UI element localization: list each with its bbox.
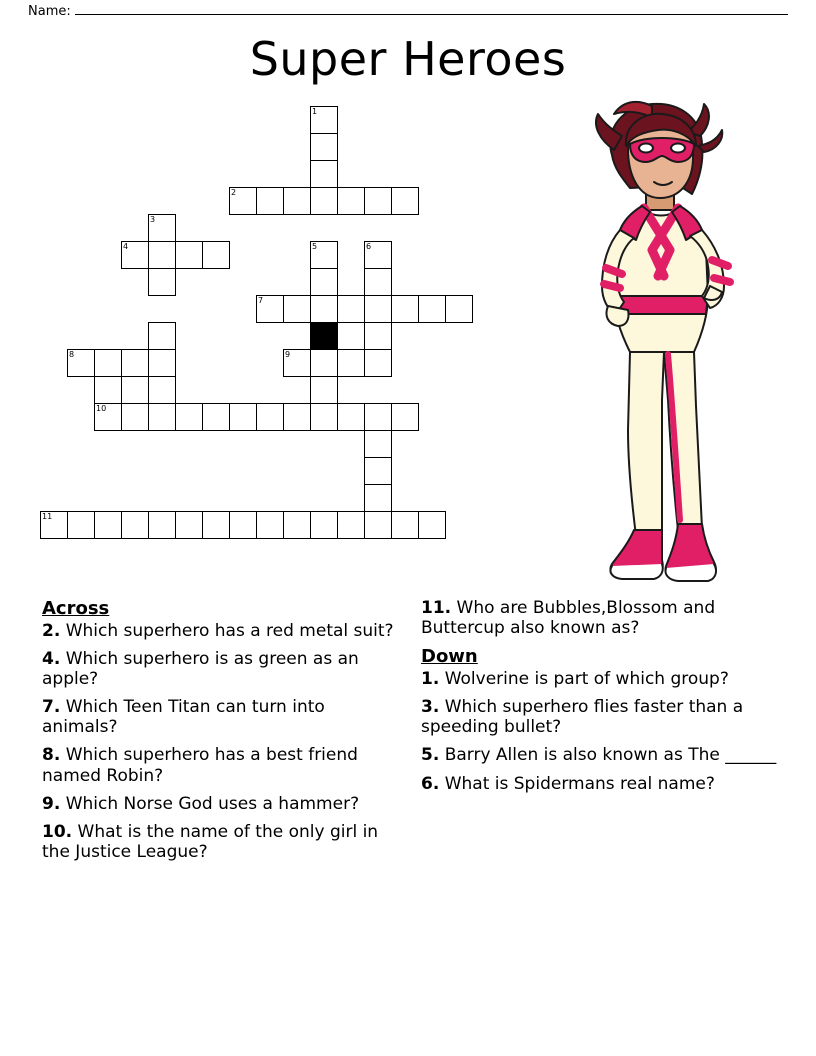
clue-text: Which superhero has a best friend named Robin?	[42, 745, 358, 786]
grid-cell[interactable]	[148, 511, 176, 539]
grid-cell[interactable]	[445, 295, 473, 323]
grid-cell[interactable]	[337, 403, 365, 431]
clue-number: 9.	[42, 793, 61, 814]
grid-cell[interactable]	[364, 322, 392, 350]
grid-cell[interactable]	[256, 511, 284, 539]
grid-cell[interactable]	[364, 187, 392, 215]
grid-cell[interactable]	[148, 214, 176, 242]
grid-cell[interactable]	[337, 511, 365, 539]
down-heading: Down	[421, 646, 478, 668]
grid-cell[interactable]	[310, 133, 338, 161]
grid-cell[interactable]	[310, 160, 338, 188]
grid-cell[interactable]	[391, 295, 419, 323]
grid-cell[interactable]	[256, 403, 284, 431]
clue-across-4	[42, 649, 399, 689]
grid-cell[interactable]	[310, 187, 338, 215]
clue-down-1	[421, 669, 778, 689]
grid-cell[interactable]	[121, 349, 149, 377]
clue-number: 4.	[42, 649, 61, 670]
clue-text: Which Teen Titan can turn into animals?	[42, 697, 325, 738]
grid-cell-blocked	[310, 322, 338, 350]
grid-cell[interactable]	[364, 241, 392, 269]
grid-cell[interactable]	[202, 511, 230, 539]
clue-text: Which superhero flies faster than a speeding bullet?	[421, 697, 744, 738]
clue-text: Wolverine is part of which group?	[444, 669, 729, 690]
grid-cell[interactable]	[175, 403, 203, 431]
grid-cell[interactable]	[418, 511, 446, 539]
grid-cell-number: 5	[312, 242, 318, 251]
grid-cell[interactable]	[364, 295, 392, 323]
grid-cell[interactable]	[94, 511, 122, 539]
grid-cell[interactable]	[283, 295, 311, 323]
grid-cell[interactable]	[256, 295, 284, 323]
grid-cell[interactable]	[121, 241, 149, 269]
grid-cell[interactable]	[148, 268, 176, 296]
clue-number: 2.	[42, 621, 61, 642]
clue-across-8	[42, 745, 399, 785]
grid-cell[interactable]	[391, 403, 419, 431]
grid-cell-number: 9	[285, 350, 291, 359]
grid-cell-number: 8	[69, 350, 75, 359]
clue-across-11	[421, 598, 778, 638]
clue-number: 7.	[42, 697, 61, 718]
grid-cell[interactable]	[94, 403, 122, 431]
grid-cell[interactable]	[283, 187, 311, 215]
grid-cell[interactable]	[121, 376, 149, 404]
clue-number: 8.	[42, 745, 61, 766]
grid-cell[interactable]	[310, 295, 338, 323]
grid-cell[interactable]	[148, 403, 176, 431]
clue-number: 6.	[421, 773, 440, 794]
clue-text: Which superhero is as green as an apple?	[42, 649, 359, 690]
grid-cell[interactable]	[229, 187, 257, 215]
grid-cell[interactable]	[310, 349, 338, 377]
clue-text: Which superhero has a red metal suit?	[65, 621, 394, 642]
grid-cell-number: 2	[231, 188, 237, 197]
clue-number: 3.	[421, 697, 440, 718]
clue-across-7	[42, 697, 399, 737]
grid-cell[interactable]	[175, 511, 203, 539]
grid-cell[interactable]	[94, 349, 122, 377]
crossword-grid[interactable]	[40, 106, 530, 596]
grid-cell[interactable]	[283, 511, 311, 539]
clue-across-2	[42, 621, 399, 641]
grid-cell-number: 3	[150, 215, 156, 224]
clue-down-6	[421, 774, 778, 794]
clue-text: Who are Bubbles,Blossom and Buttercup also known as?	[421, 598, 716, 639]
grid-cell[interactable]	[175, 241, 203, 269]
grid-cell-number: 6	[366, 242, 372, 251]
grid-cell[interactable]	[364, 349, 392, 377]
grid-cell[interactable]	[310, 268, 338, 296]
clue-number: 5.	[421, 745, 440, 766]
grid-cell[interactable]	[148, 349, 176, 377]
grid-cell[interactable]	[364, 403, 392, 431]
clue-down-5	[421, 745, 778, 765]
name-label: Name:	[28, 4, 71, 19]
clue-number: 10.	[42, 821, 73, 842]
name-row	[28, 2, 788, 19]
grid-cell[interactable]	[256, 187, 284, 215]
grid-cell[interactable]	[364, 268, 392, 296]
grid-cell[interactable]	[337, 187, 365, 215]
grid-cell[interactable]	[67, 349, 95, 377]
clue-text: What is Spidermans real name?	[444, 773, 715, 794]
grid-cell[interactable]	[337, 349, 365, 377]
grid-cell[interactable]	[121, 403, 149, 431]
across-heading: Across	[42, 598, 110, 619]
clue-across-9	[42, 794, 399, 814]
grid-cell[interactable]	[229, 511, 257, 539]
clues-section	[42, 598, 778, 998]
grid-cell[interactable]	[337, 295, 365, 323]
grid-cell[interactable]	[364, 457, 392, 485]
grid-cell[interactable]	[364, 484, 392, 512]
clue-number: 11.	[421, 598, 452, 618]
page-title: Super Heroes	[249, 32, 567, 86]
grid-cell[interactable]	[40, 511, 68, 539]
grid-cell[interactable]	[94, 376, 122, 404]
grid-cell[interactable]	[148, 241, 176, 269]
grid-cell[interactable]	[121, 511, 149, 539]
superheroine-illustration	[552, 100, 772, 592]
grid-cell[interactable]	[283, 349, 311, 377]
grid-cell-number: 11	[42, 512, 53, 521]
grid-cell[interactable]	[202, 241, 230, 269]
clue-text: Barry Allen is also known as The ______	[444, 745, 777, 766]
grid-cell[interactable]	[391, 187, 419, 215]
clue-number: 1.	[421, 669, 440, 690]
grid-cell[interactable]	[418, 295, 446, 323]
grid-cell-number: 7	[258, 296, 264, 305]
grid-cell[interactable]	[310, 403, 338, 431]
grid-cell[interactable]	[391, 511, 419, 539]
clue-down-3	[421, 697, 778, 737]
clue-text: Which Norse God uses a hammer?	[65, 793, 360, 814]
grid-cell[interactable]	[283, 403, 311, 431]
grid-cell[interactable]	[310, 241, 338, 269]
grid-cell-number: 1	[312, 107, 318, 116]
grid-cell-number: 10	[96, 404, 107, 413]
grid-cell[interactable]	[364, 511, 392, 539]
grid-cell[interactable]	[310, 511, 338, 539]
grid-cell[interactable]	[202, 403, 230, 431]
grid-cell[interactable]	[310, 106, 338, 134]
clue-text: What is the name of the only girl in the Justice League?	[42, 821, 379, 862]
grid-cell[interactable]	[67, 511, 95, 539]
grid-cell[interactable]	[310, 376, 338, 404]
name-blank-line[interactable]	[75, 2, 788, 15]
clue-across-10	[42, 822, 399, 862]
grid-cell[interactable]	[148, 376, 176, 404]
grid-cell-number: 4	[123, 242, 129, 251]
grid-cell[interactable]	[364, 430, 392, 458]
grid-cell[interactable]	[148, 322, 176, 350]
grid-cell[interactable]	[229, 403, 257, 431]
